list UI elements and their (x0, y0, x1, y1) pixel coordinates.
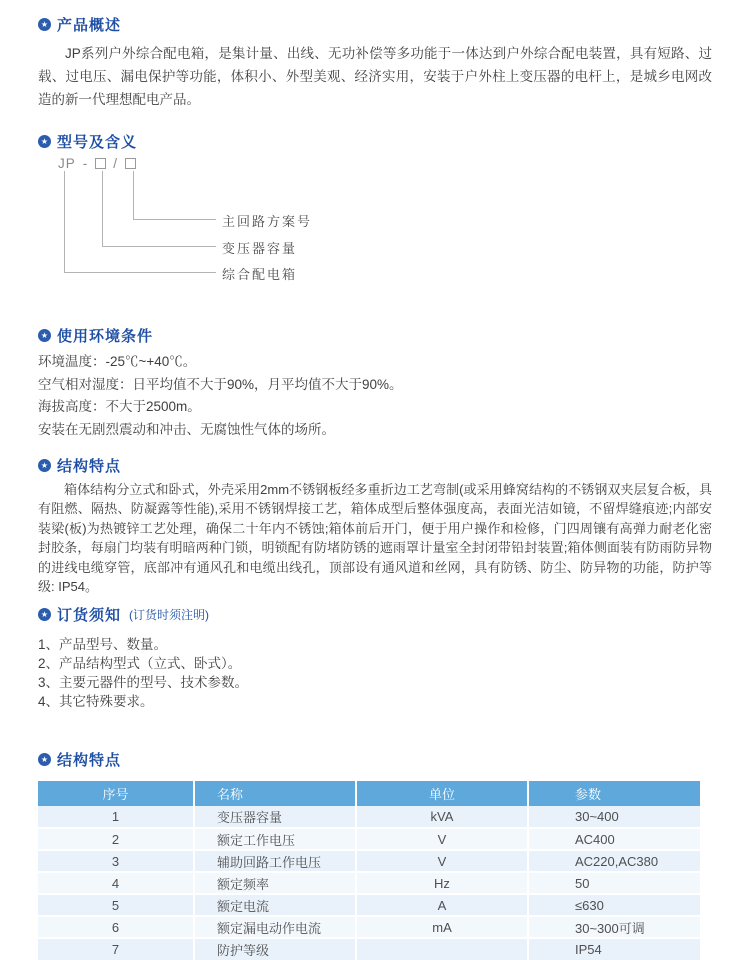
order-item-3: 3、主要元器件的型号、技术参数。 (38, 675, 249, 691)
env-line-temperature: 环境温度：-25℃~+40℃。 (38, 354, 197, 369)
star-circle-icon (38, 459, 51, 472)
cell-param: 30~400 (528, 806, 700, 828)
document-page (0, 14, 750, 959)
star-circle-icon (38, 329, 51, 342)
section-heading-specs (38, 749, 712, 770)
section-heading-ordering (38, 604, 712, 625)
cell-unit: V (356, 828, 528, 850)
star-glyph: ★ (40, 754, 49, 764)
section-title-ordering: 订货须知 (57, 607, 122, 625)
cell-no: 4 (38, 872, 194, 894)
section-heading-overview (38, 14, 712, 35)
model-code (58, 156, 136, 171)
cell-no: 6 (38, 916, 194, 938)
star-circle-icon (38, 18, 51, 31)
cell-name: 辅助回路工作电压 (194, 850, 356, 872)
spec-table (38, 781, 700, 960)
table-row (38, 916, 700, 938)
connector-line-scheme (133, 171, 216, 220)
environment-conditions (38, 351, 712, 441)
star-glyph: ★ (40, 460, 49, 470)
model-label-scheme: 主回路方案号 (222, 214, 313, 229)
cell-param: AC400 (528, 828, 700, 850)
cell-unit: mA (356, 916, 528, 938)
cell-unit (356, 938, 528, 960)
star-circle-icon (38, 608, 51, 621)
section-title-structure: 结构特点 (57, 458, 122, 475)
cell-name: 变压器容量 (194, 806, 356, 828)
star-circle-icon (38, 753, 51, 766)
cell-no: 2 (38, 828, 194, 850)
cell-no: 7 (38, 938, 194, 960)
env-line-humidity: 空气相对湿度：日平均值不大于90%，月平均值不大于90%。 (38, 376, 403, 392)
cell-name: 额定漏电动作电流 (194, 916, 356, 938)
star-glyph: ★ (40, 609, 49, 619)
model-placeholder-box-1 (95, 158, 106, 169)
col-header-no: 序号 (38, 781, 194, 806)
section-title-specs: 结构特点 (57, 752, 122, 770)
cell-unit: kVA (356, 806, 528, 828)
cell-param: 30~300可调 (528, 916, 700, 938)
section-title-model: 型号及含义 (57, 134, 138, 151)
col-header-unit: 单位 (356, 781, 528, 806)
model-label-box: 综合配电箱 (222, 267, 298, 282)
order-item-2: 2、产品结构型式（立式、卧式）。 (38, 656, 242, 672)
section-heading-structure (38, 455, 712, 476)
table-row (38, 828, 700, 850)
table-row (38, 894, 700, 916)
cell-no: 5 (38, 894, 194, 916)
spec-table-header-row (38, 781, 700, 806)
star-glyph: ★ (40, 136, 49, 146)
section-heading-environment (38, 325, 712, 346)
structure-paragraph: 箱体结构分立式和卧式，外壳采用2mm不锈钢板经多重折边工艺弯制(或采用蜂窝结构的不锈钢双夹层复合板，具有阻燃、隔热、防凝露等性能),采用不锈钢焊接工艺，箱体成型后整体强度高，表面光洁如镜，不留焊缝痕迹;内部安装梁(板)为热镀锌工艺处理，确保二十年内不锈蚀;箱体前后开门，便于用户操作和检修，门四周镶有高弹力耐老化密封胶条，每扇门均装有明暗两种门锁，明锁配有防堵防锈的遮雨罩计量室全封闭带铅封装置;箱体侧面装有防雨防异物的进线电缆穿管，底部冲有通风孔和电缆出线孔，顶部设有通风道和丝网，具有防锈、防尘、防异物的功能，防护等级: IP54。 (38, 482, 712, 595)
table-row (38, 806, 700, 828)
cell-unit: A (356, 894, 528, 916)
section-subtitle-ordering: (订货时须注明) (129, 608, 210, 623)
model-placeholder-box-2 (125, 158, 136, 169)
model-dash: - (82, 156, 89, 171)
model-diagram (38, 156, 712, 292)
ordering-list (38, 635, 712, 711)
star-glyph: ★ (40, 19, 49, 29)
cell-unit: Hz (356, 872, 528, 894)
table-row (38, 850, 700, 872)
star-glyph: ★ (40, 330, 49, 340)
cell-param: IP54 (528, 938, 700, 960)
table-row (38, 938, 700, 960)
model-prefix: JP (58, 156, 76, 171)
cell-unit: V (356, 850, 528, 872)
cell-name: 额定频率 (194, 872, 356, 894)
cell-no: 1 (38, 806, 194, 828)
overview-paragraph: JP系列户外综合配电箱，是集计量、出线、无功补偿等多功能于一体达到户外综合配电装置，具有短路、过载、过电压、漏电保护等功能，体积小、外型美观、经济实用，安装于户外柱上变压器的电杆上，是城乡电网改造的新一代理想配电产品。 (38, 46, 712, 107)
cell-param: ≤630 (528, 894, 700, 916)
section-title-environment: 使用环境条件 (57, 328, 154, 345)
env-line-altitude: 海拔高度：不大于2500m。 (38, 399, 201, 414)
cell-param: AC220,AC380 (528, 850, 700, 872)
cell-param: 50 (528, 872, 700, 894)
table-row (38, 872, 700, 894)
cell-name: 防护等级 (194, 938, 356, 960)
section-heading-model (38, 131, 712, 152)
cell-name: 额定工作电压 (194, 828, 356, 850)
order-item-4: 4、其它特殊要求。 (38, 694, 154, 710)
cell-no: 3 (38, 850, 194, 872)
col-header-param: 参数 (528, 781, 700, 806)
section-title-overview: 产品概述 (57, 17, 122, 34)
order-item-1: 1、产品型号、数量。 (38, 637, 168, 653)
col-header-name: 名称 (194, 781, 356, 806)
model-label-capacity: 变压器容量 (222, 241, 298, 256)
model-slash: / (113, 156, 119, 171)
cell-name: 额定电流 (194, 894, 356, 916)
env-line-installation: 安装在无剧烈震动和冲击、无腐蚀性气体的场所。 (38, 421, 335, 437)
star-circle-icon (38, 135, 51, 148)
